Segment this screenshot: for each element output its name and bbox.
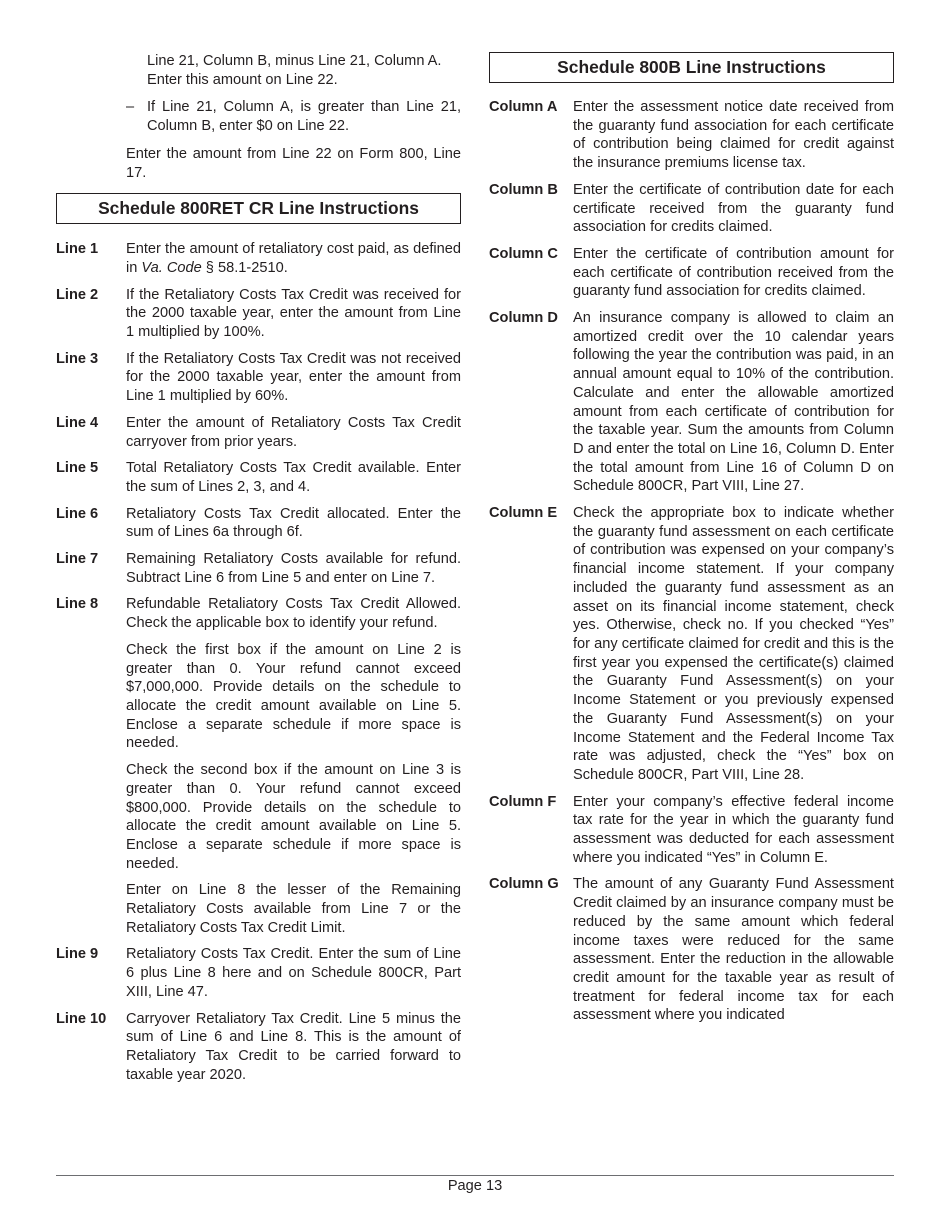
- line-text: Enter the amount of Retaliatory Costs Tax Credit carryover from prior years.: [126, 414, 461, 450]
- section-heading-800ret-cr: Schedule 800RET CR Line Instructions: [56, 193, 461, 224]
- line-label: Line 8: [56, 596, 99, 613]
- line-item-9: [56, 945, 461, 1001]
- column-item-b: [489, 181, 894, 237]
- column-text: Enter the assessment notice date received from the guaranty fund association for each certificate of contribution being claimed for credit against the insurance premiums license tax.: [573, 99, 894, 172]
- dash-bullet: –: [126, 99, 135, 116]
- column-label: Column D: [489, 310, 558, 327]
- line-text: Carryover Retaliatory Tax Credit. Line 5 minus the sum of Line 6 and Line 8. This is the amount of Retaliatory Tax Credit to be carried forward to taxable year 2020.: [126, 1010, 461, 1083]
- column-label: Column A: [489, 99, 558, 115]
- column-label: Column B: [489, 181, 558, 198]
- line-text: Total Retaliatory Costs Tax Credit available. Enter the sum of Lines 2, 3, and 4.: [126, 460, 461, 495]
- line-text: Enter the amount of retaliatory cost paid, as defined in Va. Code § 58.1-2510.: [126, 241, 461, 276]
- column-item-d: [489, 309, 894, 496]
- line-8-first-box-note: Check the first box if the amount on Line 2 is greater than 0. Your refund cannot exceed $7,000,000. Provide details on the schedule to allocate the credit amount available on Line 5. Enclose a separate schedule if more space is needed.: [126, 641, 461, 752]
- line-text: [126, 595, 461, 937]
- line-text: Retaliatory Costs Tax Credit. Enter the sum of Line 6 plus Line 8 here and on Schedule 800CR, Part XIII, Line 47.: [126, 946, 461, 1000]
- line-item-2: [56, 286, 461, 342]
- line-label: Line 6: [56, 505, 99, 522]
- code-citation: Va. Code: [141, 259, 202, 276]
- continued-text: Line 21, Column B, minus Line 21, Column A. Enter this amount on Line 22.: [147, 53, 442, 88]
- line-text: If the Retaliatory Costs Tax Credit was not received for the 2000 taxable year, enter the amount from Line 1 multiplied by 60%.: [126, 350, 461, 405]
- dash-list-item: [56, 98, 461, 135]
- left-column: [56, 52, 461, 1092]
- line-label: Line 9: [56, 946, 99, 963]
- line-text: If the Retaliatory Costs Tax Credit was received for the 2000 taxable year, enter the amount from Line 1 multiplied by 100%.: [126, 286, 461, 341]
- line-item-8: [56, 595, 461, 937]
- column-item-c: [489, 245, 894, 301]
- column-item-a: [489, 98, 894, 173]
- column-label: Column C: [489, 245, 558, 262]
- dash-item-text: If Line 21, Column A, is greater than Line 21, Column B, enter $0 on Line 22.: [147, 99, 461, 135]
- column-label: Column F: [489, 793, 557, 810]
- line-label: Line 5: [56, 460, 99, 477]
- line-label: Line 10: [56, 1010, 107, 1027]
- line-item-5: [56, 459, 461, 496]
- page-number: Page 13: [447, 1178, 503, 1194]
- line-item-10: [56, 1010, 461, 1085]
- line-label: Line 2: [56, 286, 99, 303]
- column-text: Check the appropriate box to indicate whether the guaranty fund assessment on each certificate of contribution was expensed on your company’s financial income statement. If your company included the guaranty fund assessment as an asset on its financial income statement, check yes. Otherwise, check no. If you checked “Yes” for any certificate claimed for credit and this is the first year you expensed the certificate(s) claimed the Guaranty Fund Assessment(s) on your Income Statement or you previously expensed the Guaranty Fund Assessment(s) on your Income Statement and the Federal Income Tax rate was adjusted, check the “Yes” box on Schedule 800CR, Part VIII, Line 28.: [573, 505, 894, 783]
- line-label: Line 3: [56, 350, 99, 367]
- column-label: Column E: [489, 505, 558, 522]
- column-text: An insurance company is allowed to claim an amortized credit over the 10 calendar years following the year the contribution was paid, in an annual amount equal to 10% of the contribution. Calculate and enter the allowable amortized amount from each certificate of contribution for the taxable year. Sum the amounts from Column D and enter the total on Line 16, Column D. Enter the total amount from Line 16 of Column D on Schedule 800CR, Part VIII, Line 27.: [573, 310, 894, 495]
- column-label: Column G: [489, 876, 559, 893]
- section-heading-800b: Schedule 800B Line Instructions: [489, 52, 894, 83]
- line-item-3: [56, 350, 461, 406]
- line-label: Line 4: [56, 414, 99, 431]
- line-item-4: [56, 414, 461, 451]
- line-label: Line 7: [56, 551, 99, 568]
- enter-amount-text: Enter the amount from Line 22 on Form 800, Line 17.: [126, 145, 461, 181]
- right-column: [489, 52, 894, 1033]
- column-text: Enter the certificate of contribution date for each certificate received from the guaranty fund association for credits claimed.: [573, 181, 894, 236]
- footer-divider: [56, 1175, 894, 1176]
- column-item-e: [489, 504, 894, 785]
- line-text: Retaliatory Costs Tax Credit allocated. Enter the sum of Lines 6a through 6f.: [126, 505, 461, 541]
- line-text: Remaining Retaliatory Costs available for refund. Subtract Line 6 from Line 5 and enter on Line 7.: [126, 551, 461, 586]
- line-item-6: [56, 505, 461, 542]
- line-label: Line 1: [56, 241, 99, 258]
- line-8-intro: Refundable Retaliatory Costs Tax Credit Allowed. Check the applicable box to identify your refund.: [126, 596, 461, 632]
- column-text: Enter the certificate of contribution amount for each certificate of contribution received from the guaranty fund association for credits claimed.: [573, 245, 894, 300]
- column-item-f: [489, 793, 894, 868]
- line-item-7: [56, 550, 461, 587]
- column-text: The amount of any Guaranty Fund Assessment Credit claimed by an insurance company must be reduced by the same amount which federal income taxes were reduced for the same assessment. Enter the reduction in the allowable credit amount for the taxable year as result of treatment for federal income tax for each assessment where you indicated: [573, 876, 894, 1024]
- line-item-1: [56, 240, 461, 277]
- line-8-second-box-note: Check the second box if the amount on Line 3 is greater than 0. Your refund cannot exceed $800,000. Provide details on the schedule to allocate the credit amount available on Line 5. Enclose a separate schedule if more space is needed.: [126, 762, 461, 872]
- column-item-g: [489, 875, 894, 1025]
- column-text: Enter your company’s effective federal income tax rate for the year in which the guaranty fund assessment was deducted for each assessment where you indicated “Yes” in Column E.: [573, 793, 894, 866]
- line-8-lesser-note: Enter on Line 8 the lesser of the Remaining Retaliatory Costs available from Line 7 or the Retaliatory Costs Tax Credit Limit.: [126, 882, 461, 936]
